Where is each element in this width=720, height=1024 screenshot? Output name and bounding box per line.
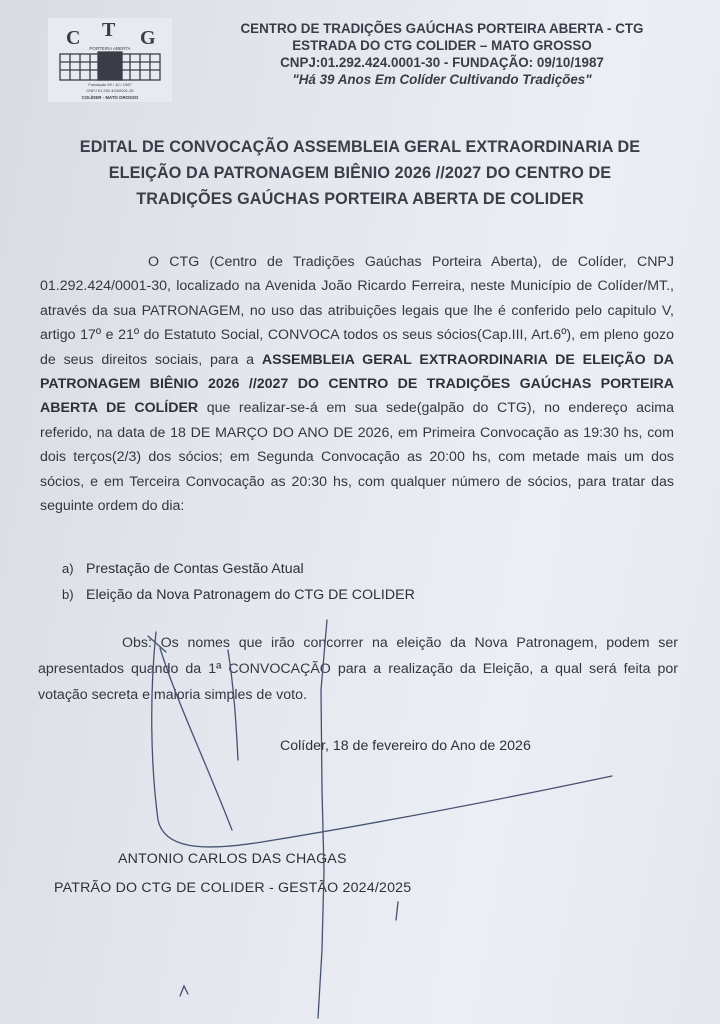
convocation-paragraph	[40, 250, 674, 518]
signatory-role: PATRÃO DO CTG DE COLIDER - GESTÃO 2024/2025	[54, 880, 412, 896]
letterhead-cnpj: CNPJ:01.292.424.0001-30 - FUNDAÇÃO: 09/10/1987	[280, 55, 604, 70]
body-text-part-2: que realizar-se-á em sua sede(galpão do CTG), no endereço acima referido, na data de 18 DE MARÇO DO ANO DE 2026, em Primeira Convocação as 19:30 hs, com dois terços(2/3) dos sócios; em Segunda Convocação as 20:00 hs, com metade mais um dos sócios, e em Terceira Convocação as 20:30 hs, com qualquer número de sócios, para tratar das seguinte ordem do dia:	[40, 400, 674, 515]
agenda-text: Prestação de Contas Gestão Atual	[86, 561, 304, 577]
agenda-item	[62, 582, 415, 608]
agenda-marker: b)	[62, 587, 74, 602]
logo-letter-c: C	[66, 27, 81, 49]
ctg-logo	[48, 18, 172, 102]
letterhead-motto: "Há 39 Anos Em Colíder Cultivando Tradições"	[292, 72, 592, 87]
letterhead	[182, 20, 702, 88]
logo-line-2: CNPJ 01.292.424/0001-30	[86, 88, 134, 93]
agenda-text: Eleição da Nova Patronagem do CTG DE COLIDER	[86, 587, 415, 603]
title-line-2: ELEIÇÃO DA PATRONAGEM BIÊNIO 2026 //2027 DO CENTRO DE	[108, 164, 612, 182]
document-date: Colíder, 18 de fevereiro do Ano de 2026	[280, 738, 531, 754]
observation-paragraph	[38, 630, 678, 708]
logo-line-3: COLÍDER - MATO GROSSO	[81, 95, 139, 100]
signatory-name: ANTONIO CARLOS DAS CHAGAS	[118, 851, 347, 867]
title-line-1: EDITAL DE CONVOCAÇÃO ASSEMBLEIA GERAL EXTRAORDINARIA DE	[79, 138, 641, 156]
document-title	[30, 134, 690, 212]
body-text-bold: ASSEMBLEIA GERAL EXTRAORDINARIA DE ELEIÇÃO DA PATRONAGEM BIÊNIO 2026 //2027 DO CENTRO DE TRADIÇÕES GAÚCHAS PORTEIRA ABERTA DE COLÍDER	[40, 351, 674, 417]
logo-letter-t: T	[102, 19, 116, 41]
logo-letter-g: G	[140, 27, 156, 49]
agenda-item	[62, 556, 415, 582]
observation-text: Obs: Os nomes que irão concorrer na eleição da Nova Patronagem, podem ser apresentados quando da 1ª CONVOCAÇÃO para a realização da Eleição, a qual será feita por votação secreta e maioria simples de voto.	[38, 635, 678, 703]
logo-line-1: Fundação 09 / 10 / 1987	[88, 82, 132, 87]
letterhead-address: ESTRADA DO CTG COLIDER – MATO GROSSO	[292, 38, 592, 53]
agenda-list	[62, 556, 415, 608]
title-line-3: TRADIÇÕES GAÚCHAS PORTEIRA ABERTA DE COLIDER	[136, 190, 584, 208]
body-text-part-1: O CTG (Centro de Tradições Gaúchas Porteira Aberta), de Colíder, CNPJ 01.292.424/0001-30, localizado na Avenida João Ricardo Ferreira, neste Município de Colíder/MT., através da sua PATRONAGEM, no uso das atribuições legais que lhe é conferido pelo capitulo V, artigo 17º e 21º do Estatuto Social, CONVOCA todos os seus sócios(Cap.III, Art.6º), em pleno gozo de seus direitos sociais, para a	[40, 254, 674, 368]
logo-banner: PORTEIRA ABERTA	[89, 46, 131, 51]
letterhead-org-name: CENTRO DE TRADIÇÕES GAÚCHAS PORTEIRA ABERTA - CTG	[240, 21, 644, 36]
agenda-marker: a)	[62, 561, 74, 576]
